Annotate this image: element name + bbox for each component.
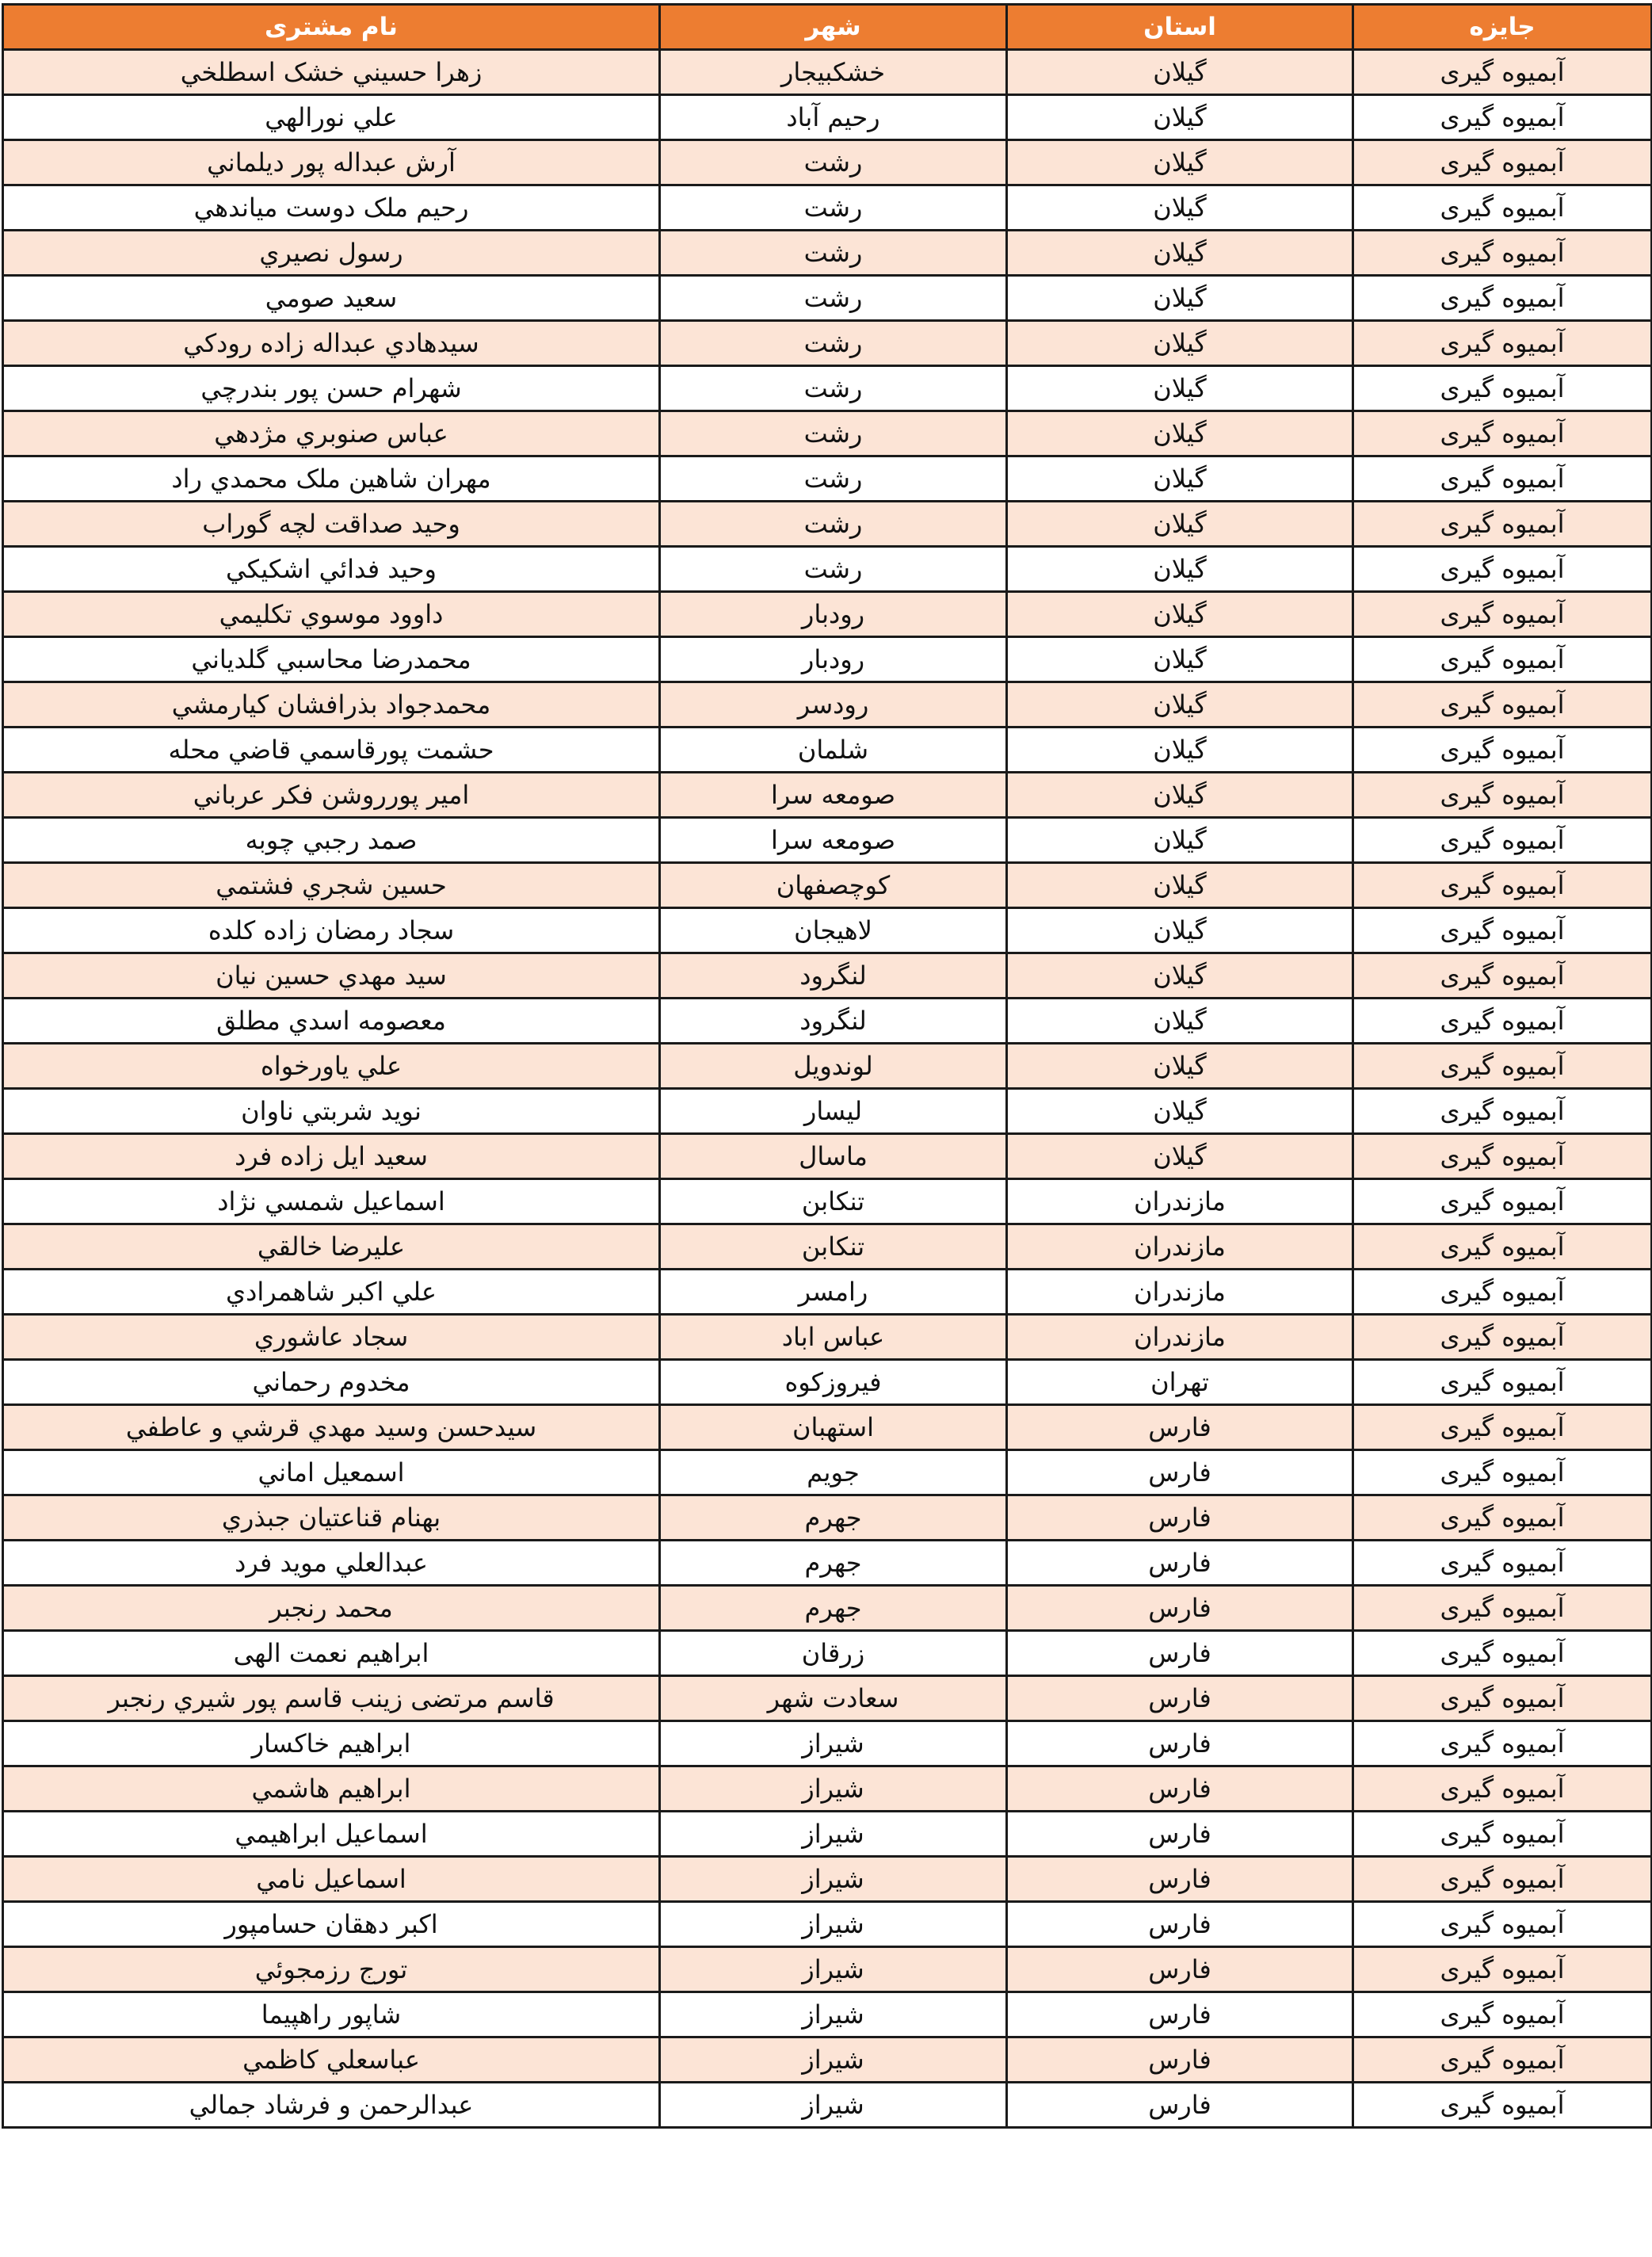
column-header-prize: جایزه — [1353, 5, 1652, 50]
cell-prize: آبمیوه گیری — [1353, 1405, 1652, 1450]
cell-province: فارس — [1007, 1495, 1353, 1541]
table-row — [3, 1315, 1652, 1360]
cell-customer-name: اکبر دهقان حسامپور — [3, 1902, 660, 1947]
cell-prize: آبمیوه گیری — [1353, 1676, 1652, 1721]
cell-prize: آبمیوه گیری — [1353, 592, 1652, 637]
cell-customer-name: محمدرضا محاسبي گلدياني — [3, 637, 660, 682]
cell-province: مازندران — [1007, 1224, 1353, 1270]
table-row — [3, 773, 1652, 818]
cell-prize: آبمیوه گیری — [1353, 999, 1652, 1044]
cell-city: شیراز — [660, 1902, 1007, 1947]
cell-customer-name: عبدالرحمن و فرشاد جمالي — [3, 2083, 660, 2128]
cell-city: جهرم — [660, 1541, 1007, 1586]
cell-prize: آبمیوه گیری — [1353, 1450, 1652, 1495]
column-header-customer-name: نام مشتری — [3, 5, 660, 50]
cell-customer-name: وحيد صداقت لچه گوراب — [3, 502, 660, 547]
cell-city: صومعه سرا — [660, 818, 1007, 863]
cell-customer-name: سجاد عاشوري — [3, 1315, 660, 1360]
cell-customer-name: عبدالعلي مويد فرد — [3, 1541, 660, 1586]
cell-customer-name: مهران شاهين ملک محمدي راد — [3, 456, 660, 502]
cell-province: مازندران — [1007, 1179, 1353, 1224]
cell-prize: آبمیوه گیری — [1353, 321, 1652, 366]
cell-city: لاهیجان — [660, 908, 1007, 953]
cell-prize: آبمیوه گیری — [1353, 863, 1652, 908]
cell-customer-name: سجاد رمضان زاده کلده — [3, 908, 660, 953]
cell-customer-name: شاپور راهپيما — [3, 1992, 660, 2037]
cell-customer-name: ابراهيم هاشمي — [3, 1766, 660, 1812]
cell-province: گیلان — [1007, 863, 1353, 908]
cell-province: گیلان — [1007, 818, 1353, 863]
cell-city: رودسر — [660, 682, 1007, 728]
cell-customer-name: علي اکبر شاهمرادي — [3, 1270, 660, 1315]
cell-province: گیلان — [1007, 321, 1353, 366]
cell-customer-name: سيدهادي عبداله زاده رودکي — [3, 321, 660, 366]
cell-province: گیلان — [1007, 50, 1353, 95]
cell-province: فارس — [1007, 1947, 1353, 1992]
table-row — [3, 502, 1652, 547]
table-row — [3, 1586, 1652, 1631]
cell-customer-name: عباس صنوبري مژدهي — [3, 411, 660, 456]
cell-city: شیراز — [660, 1992, 1007, 2037]
cell-city: زرقان — [660, 1631, 1007, 1676]
cell-province: گیلان — [1007, 231, 1353, 276]
cell-province: فارس — [1007, 1405, 1353, 1450]
table-row — [3, 95, 1652, 140]
cell-province: گیلان — [1007, 366, 1353, 411]
column-header-city: شهر — [660, 5, 1007, 50]
cell-province: گیلان — [1007, 592, 1353, 637]
table-row — [3, 321, 1652, 366]
cell-city: فیروزکوه — [660, 1360, 1007, 1405]
cell-customer-name: بهنام قناعتيان جبذري — [3, 1495, 660, 1541]
table-row — [3, 411, 1652, 456]
cell-city: رشت — [660, 231, 1007, 276]
cell-city: رودبار — [660, 592, 1007, 637]
table-row — [3, 682, 1652, 728]
table-row — [3, 953, 1652, 999]
cell-prize: آبمیوه گیری — [1353, 1586, 1652, 1631]
cell-city: رشت — [660, 547, 1007, 592]
table-row — [3, 2037, 1652, 2083]
cell-province: گیلان — [1007, 547, 1353, 592]
cell-city: رشت — [660, 366, 1007, 411]
cell-customer-name: حسين شجري فشتمي — [3, 863, 660, 908]
cell-city: شیراز — [660, 2083, 1007, 2128]
cell-prize: آبمیوه گیری — [1353, 276, 1652, 321]
cell-province: فارس — [1007, 1450, 1353, 1495]
table-row — [3, 999, 1652, 1044]
cell-city: رودبار — [660, 637, 1007, 682]
cell-city: رشت — [660, 456, 1007, 502]
table-row — [3, 185, 1652, 231]
table-row — [3, 1812, 1652, 1857]
cell-customer-name: رحيم ملک دوست میاندهي — [3, 185, 660, 231]
cell-province: گیلان — [1007, 456, 1353, 502]
cell-city: سعادت شهر — [660, 1676, 1007, 1721]
cell-province: فارس — [1007, 1857, 1353, 1902]
winners-table — [2, 3, 1652, 2129]
table-row — [3, 1224, 1652, 1270]
cell-city: رامسر — [660, 1270, 1007, 1315]
cell-city: رشت — [660, 276, 1007, 321]
cell-customer-name: علي نورالهي — [3, 95, 660, 140]
cell-province: گیلان — [1007, 411, 1353, 456]
cell-prize: آبمیوه گیری — [1353, 456, 1652, 502]
cell-customer-name: محمد رنجبر — [3, 1586, 660, 1631]
table-row — [3, 592, 1652, 637]
cell-customer-name: شهرام حسن پور بندرچي — [3, 366, 660, 411]
cell-prize: آبمیوه گیری — [1353, 908, 1652, 953]
cell-customer-name: قاسم مرتضی زينب قاسم پور شيري رنجبر — [3, 1676, 660, 1721]
table-row — [3, 728, 1652, 773]
table-row — [3, 863, 1652, 908]
table-row — [3, 1766, 1652, 1812]
cell-prize: آبمیوه گیری — [1353, 773, 1652, 818]
cell-province: فارس — [1007, 1902, 1353, 1947]
cell-city: شیراز — [660, 1721, 1007, 1766]
table-row — [3, 1450, 1652, 1495]
cell-province: مازندران — [1007, 1315, 1353, 1360]
cell-prize: آبمیوه گیری — [1353, 1721, 1652, 1766]
cell-prize: آبمیوه گیری — [1353, 1631, 1652, 1676]
cell-customer-name: سيدحسن وسيد مهدي قرشي و عاطفي — [3, 1405, 660, 1450]
table-row — [3, 1857, 1652, 1902]
cell-city: استهبان — [660, 1405, 1007, 1450]
table-row — [3, 276, 1652, 321]
cell-province: گیلان — [1007, 1044, 1353, 1089]
table-row — [3, 1992, 1652, 2037]
table-row — [3, 1134, 1652, 1179]
cell-customer-name: عباسعلي کاظمي — [3, 2037, 660, 2083]
cell-prize: آبمیوه گیری — [1353, 231, 1652, 276]
table-row — [3, 1676, 1652, 1721]
cell-city: جهرم — [660, 1495, 1007, 1541]
cell-customer-name: آرش عبداله پور ديلماني — [3, 140, 660, 185]
table-row — [3, 2083, 1652, 2128]
cell-city: شیراز — [660, 1947, 1007, 1992]
cell-province: گیلان — [1007, 1134, 1353, 1179]
cell-prize: آبمیوه گیری — [1353, 140, 1652, 185]
table-body — [3, 50, 1652, 2128]
cell-prize: آبمیوه گیری — [1353, 50, 1652, 95]
cell-prize: آبمیوه گیری — [1353, 818, 1652, 863]
table-row — [3, 1631, 1652, 1676]
cell-customer-name: ابراهيم خاکسار — [3, 1721, 660, 1766]
cell-province: گیلان — [1007, 1089, 1353, 1134]
cell-province: گیلان — [1007, 95, 1353, 140]
table-header — [3, 5, 1652, 50]
table-row — [3, 1541, 1652, 1586]
cell-prize: آبمیوه گیری — [1353, 2037, 1652, 2083]
cell-province: فارس — [1007, 1812, 1353, 1857]
cell-prize: آبمیوه گیری — [1353, 1270, 1652, 1315]
cell-customer-name: سيد مهدي حسين نيان — [3, 953, 660, 999]
cell-customer-name: زهرا حسيني خشک اسطلخي — [3, 50, 660, 95]
cell-customer-name: حشمت پورقاسمي قاضي محله — [3, 728, 660, 773]
table-row — [3, 1179, 1652, 1224]
cell-city: رشت — [660, 185, 1007, 231]
table-row — [3, 1721, 1652, 1766]
cell-prize: آبمیوه گیری — [1353, 502, 1652, 547]
cell-prize: آبمیوه گیری — [1353, 1315, 1652, 1360]
table-row — [3, 547, 1652, 592]
cell-customer-name: ابراهيم نعمت الهی — [3, 1631, 660, 1676]
cell-city: لیسار — [660, 1089, 1007, 1134]
table-row — [3, 637, 1652, 682]
cell-province: گیلان — [1007, 953, 1353, 999]
cell-city: شیراز — [660, 1766, 1007, 1812]
table-row — [3, 1089, 1652, 1134]
cell-province: مازندران — [1007, 1270, 1353, 1315]
table-row — [3, 366, 1652, 411]
cell-province: فارس — [1007, 1721, 1353, 1766]
cell-province: گیلان — [1007, 773, 1353, 818]
cell-prize: آبمیوه گیری — [1353, 411, 1652, 456]
cell-city: لنگرود — [660, 953, 1007, 999]
cell-province: فارس — [1007, 1992, 1353, 2037]
cell-prize: آبمیوه گیری — [1353, 2083, 1652, 2128]
cell-city: شیراز — [660, 2037, 1007, 2083]
cell-province: فارس — [1007, 2037, 1353, 2083]
cell-city: تنکابن — [660, 1179, 1007, 1224]
table-row — [3, 818, 1652, 863]
cell-customer-name: محمدجواد بذرافشان کيارمشي — [3, 682, 660, 728]
cell-customer-name: امير پورروشن فکر عرباني — [3, 773, 660, 818]
cell-prize: آبمیوه گیری — [1353, 1495, 1652, 1541]
cell-customer-name: مخدوم رحماني — [3, 1360, 660, 1405]
cell-city: عباس اباد — [660, 1315, 1007, 1360]
table-row — [3, 1044, 1652, 1089]
cell-prize: آبمیوه گیری — [1353, 1089, 1652, 1134]
cell-province: تهران — [1007, 1360, 1353, 1405]
cell-customer-name: اسماعيل شمسي نژاد — [3, 1179, 660, 1224]
cell-prize: آبمیوه گیری — [1353, 95, 1652, 140]
cell-city: تنکابن — [660, 1224, 1007, 1270]
cell-city: جهرم — [660, 1586, 1007, 1631]
cell-city: رشت — [660, 140, 1007, 185]
cell-city: رشت — [660, 411, 1007, 456]
cell-province: فارس — [1007, 1541, 1353, 1586]
cell-province: فارس — [1007, 1631, 1353, 1676]
cell-prize: آبمیوه گیری — [1353, 1857, 1652, 1902]
cell-prize: آبمیوه گیری — [1353, 1224, 1652, 1270]
cell-customer-name: صمد رجبي چوبه — [3, 818, 660, 863]
table-row — [3, 140, 1652, 185]
cell-customer-name: داوود موسوي تکليمي — [3, 592, 660, 637]
cell-province: گیلان — [1007, 502, 1353, 547]
cell-prize: آبمیوه گیری — [1353, 682, 1652, 728]
cell-province: فارس — [1007, 1586, 1353, 1631]
cell-province: گیلان — [1007, 185, 1353, 231]
cell-city: شیراز — [660, 1857, 1007, 1902]
cell-customer-name: عليرضا خالقي — [3, 1224, 660, 1270]
table-row — [3, 1902, 1652, 1947]
table-row — [3, 1495, 1652, 1541]
cell-prize: آبمیوه گیری — [1353, 1134, 1652, 1179]
cell-customer-name: نويد شربتي ناوان — [3, 1089, 660, 1134]
table-row — [3, 1360, 1652, 1405]
cell-province: گیلان — [1007, 682, 1353, 728]
cell-prize: آبمیوه گیری — [1353, 1044, 1652, 1089]
cell-province: گیلان — [1007, 908, 1353, 953]
cell-city: رشت — [660, 502, 1007, 547]
table-row — [3, 231, 1652, 276]
cell-province: فارس — [1007, 2083, 1353, 2128]
table-row — [3, 908, 1652, 953]
cell-city: صومعه سرا — [660, 773, 1007, 818]
cell-city: شلمان — [660, 728, 1007, 773]
cell-customer-name: رسول نصيري — [3, 231, 660, 276]
cell-prize: آبمیوه گیری — [1353, 185, 1652, 231]
cell-province: گیلان — [1007, 276, 1353, 321]
cell-customer-name: اسمعيل اماني — [3, 1450, 660, 1495]
cell-prize: آبمیوه گیری — [1353, 366, 1652, 411]
cell-city: لوندویل — [660, 1044, 1007, 1089]
cell-city: رشت — [660, 321, 1007, 366]
cell-prize: آبمیوه گیری — [1353, 1541, 1652, 1586]
cell-prize: آبمیوه گیری — [1353, 728, 1652, 773]
cell-city: رحیم آباد — [660, 95, 1007, 140]
cell-province: گیلان — [1007, 140, 1353, 185]
cell-prize: آبمیوه گیری — [1353, 1360, 1652, 1405]
cell-prize: آبمیوه گیری — [1353, 1179, 1652, 1224]
cell-city: جویم — [660, 1450, 1007, 1495]
table-row — [3, 1270, 1652, 1315]
cell-prize: آبمیوه گیری — [1353, 1992, 1652, 2037]
cell-prize: آبمیوه گیری — [1353, 1902, 1652, 1947]
cell-prize: آبمیوه گیری — [1353, 547, 1652, 592]
cell-customer-name: اسماعيل نامي — [3, 1857, 660, 1902]
cell-city: خشکبیجار — [660, 50, 1007, 95]
cell-customer-name: اسماعيل ابراهيمي — [3, 1812, 660, 1857]
table-row — [3, 1405, 1652, 1450]
cell-prize: آبمیوه گیری — [1353, 1766, 1652, 1812]
cell-province: فارس — [1007, 1676, 1353, 1721]
cell-province: فارس — [1007, 1766, 1353, 1812]
cell-customer-name: معصومه اسدي مطلق — [3, 999, 660, 1044]
table-row — [3, 1947, 1652, 1992]
cell-city: لنگرود — [660, 999, 1007, 1044]
table-row — [3, 50, 1652, 95]
cell-city: کوچصفهان — [660, 863, 1007, 908]
cell-customer-name: وحيد فدائي اشکيکي — [3, 547, 660, 592]
cell-customer-name: تورج رزمجوئي — [3, 1947, 660, 1992]
cell-customer-name: سعيد صومي — [3, 276, 660, 321]
cell-city: شیراز — [660, 1812, 1007, 1857]
table-row — [3, 456, 1652, 502]
cell-prize: آبمیوه گیری — [1353, 1947, 1652, 1992]
cell-prize: آبمیوه گیری — [1353, 953, 1652, 999]
cell-prize: آبمیوه گیری — [1353, 1812, 1652, 1857]
cell-province: گیلان — [1007, 728, 1353, 773]
header-row — [3, 5, 1652, 50]
column-header-province: استان — [1007, 5, 1353, 50]
cell-prize: آبمیوه گیری — [1353, 637, 1652, 682]
cell-customer-name: علي ياورخواه — [3, 1044, 660, 1089]
cell-province: گیلان — [1007, 999, 1353, 1044]
cell-customer-name: سعيد ايل زاده فرد — [3, 1134, 660, 1179]
cell-province: گیلان — [1007, 637, 1353, 682]
cell-city: ماسال — [660, 1134, 1007, 1179]
